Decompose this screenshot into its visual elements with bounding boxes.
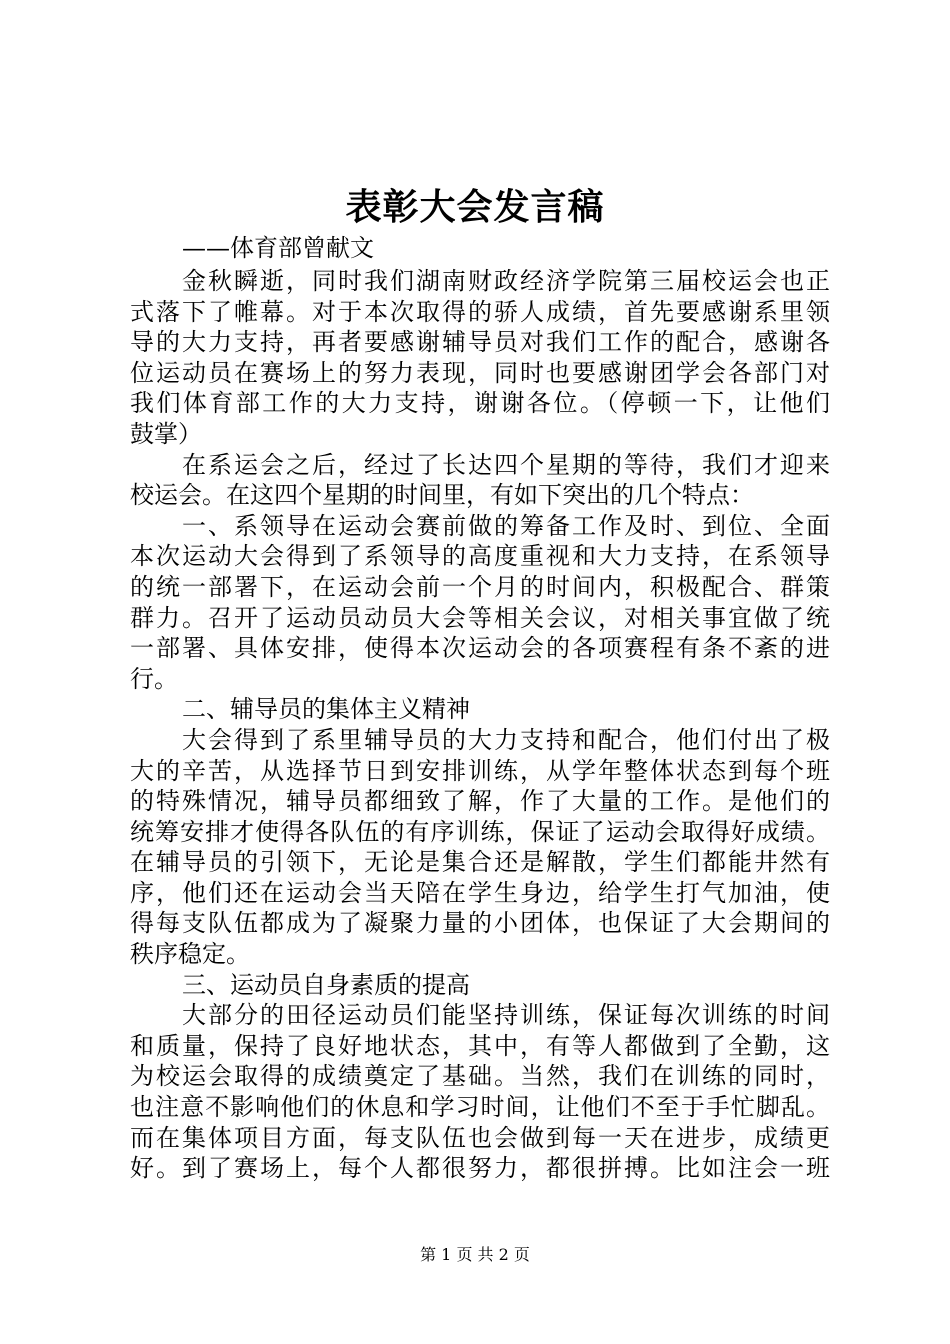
document-byline: ——体育部曾献文 <box>182 234 374 262</box>
body-text-line: 鼓掌） <box>130 419 202 448</box>
body-text-line: 的统一部署下，在运动会前一个月的时间内，积极配合、群策 <box>130 572 830 601</box>
body-text-line: 式落下了帷幕。对于本次取得的骄人成绩，首先要感谢系里领 <box>130 297 830 326</box>
body-text-line: 大部分的田径运动员们能坚持训练，保证每次训练的时间 <box>182 1001 830 1030</box>
document-body <box>130 266 830 1184</box>
body-text-line: 校运会。在这四个星期的时间里，有如下突出的几个特点： <box>130 481 754 510</box>
body-text-line: 在辅导员的引领下，无论是集合还是解散，学生们都能井然有 <box>130 848 830 877</box>
body-text-line: 而在集体项目方面，每支队伍也会做到每一天在进步，成绩更 <box>130 1123 830 1152</box>
body-text-line: 我们体育部工作的大力支持，谢谢各位。（停顿一下，让他们 <box>130 389 830 418</box>
body-text-line: 也注意不影响他们的休息和学习时间，让他们不至于手忙脚乱。 <box>130 1093 830 1122</box>
body-text-line: 位运动员在赛场上的努力表现，同时也要感谢团学会各部门对 <box>130 358 830 387</box>
body-text-line: 导的大力支持，再者要感谢辅导员对我们工作的配合，感谢各 <box>130 328 830 357</box>
body-text-line: 二、辅导员的集体主义精神 <box>182 695 470 724</box>
document-title: 表彰大会发言稿 <box>345 186 605 228</box>
body-text-line: 一、系领导在运动会赛前做的筹备工作及时、到位、全面 <box>182 511 830 540</box>
body-text-line: 金秋瞬逝，同时我们湖南财政经济学院第三届校运会也正 <box>182 267 830 295</box>
body-text-line: 序，他们还在运动会当天陪在学生身边，给学生打气加油，使 <box>130 878 830 907</box>
body-text-line: 一部署、具体安排，使得本次运动会的各项赛程有条不紊的进 <box>130 634 830 663</box>
body-text-line: 大会得到了系里辅导员的大力支持和配合，他们付出了极 <box>182 725 830 754</box>
body-text-line: 的特殊情况，辅导员都细致了解，作了大量的工作。是他们的 <box>130 787 830 816</box>
body-text-line: 大的辛苦，从选择节日到安排训练，从学年整体状态到每个班 <box>130 756 830 785</box>
body-text-line: 得每支队伍都成为了凝聚力量的小团体，也保证了大会期间的 <box>130 909 830 938</box>
body-text-line: 群力。召开了运动员动员大会等相关会议，对相关事宜做了统 <box>130 603 830 632</box>
body-text-line: 和质量，保持了良好地状态，其中，有等人都做到了全勤，这 <box>130 1031 830 1060</box>
body-text-line: 三、运动员自身素质的提高 <box>182 970 470 999</box>
body-text-line: 本次运动大会得到了系领导的高度重视和大力支持，在系领导 <box>130 542 830 571</box>
page-number-footer: 第 1 页 共 2 页 <box>420 1245 530 1264</box>
body-text-line: 行。 <box>130 664 178 693</box>
body-text-line: 好。到了赛场上，每个人都很努力，都很拼搏。比如注会一班 <box>130 1154 830 1183</box>
body-text-line: 统筹安排才使得各队伍的有序训练，保证了运动会取得好成绩。 <box>130 817 830 846</box>
body-text-line: 为校运会取得的成绩奠定了基础。当然，我们在训练的同时， <box>130 1062 830 1091</box>
body-text-line: 秩序稳定。 <box>130 940 250 969</box>
body-text-line: 在系运会之后，经过了长达四个星期的等待，我们才迎来 <box>182 450 830 479</box>
